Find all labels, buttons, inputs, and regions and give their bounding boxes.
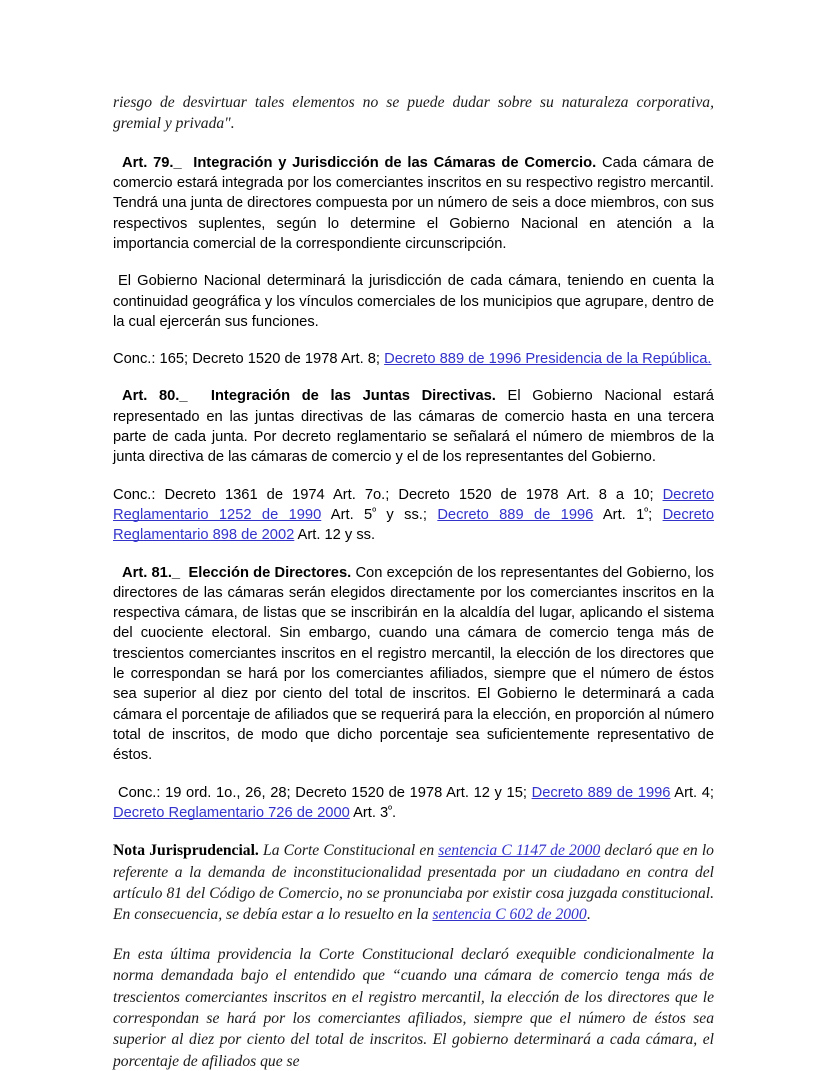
article-80-heading-space — [188, 388, 211, 404]
link-sentencia-c-602-2000[interactable]: sentencia C 602 de 2000 — [432, 906, 587, 924]
quote-intro-text: riesgo de desvirtuar tales elementos no se puede dudar sobre su naturaleza corporativa, gremial y privada". — [113, 94, 714, 133]
link-sentencia-c-1147-2000[interactable]: sentencia C 1147 de 2000 — [438, 842, 601, 860]
link-decreto-reglamentario-726-2000[interactable]: Decreto Reglamentario 726 de 2000 — [113, 804, 350, 821]
article-79-heading: Integración y Jurisdicción de las Cámaras de Comercio. — [193, 154, 597, 171]
concordance-80-part-2: Art. 5 — [321, 506, 373, 523]
article-79-paragraph-2-text: El Gobierno Nacional determinará la jurisdicción de cada cámara, teniendo en cuenta la continuidad geográfica y los vínculos comerciales de los municipios que agrupare, dentro de la cual ejercerán sus funciones. — [113, 273, 714, 330]
concordance-81 — [113, 783, 714, 824]
article-81-heading-space — [180, 565, 188, 581]
nota-part-3: . — [586, 906, 591, 924]
article-81 — [113, 563, 714, 766]
nota-jurisprudencial-heading: Nota Jurisprudencial. — [113, 842, 259, 860]
concordance-79-part-1: 165; Decreto 1520 de 1978 Art. 8; — [155, 351, 385, 368]
nota-part-1: La Corte Constitucional en — [258, 842, 439, 860]
paragraph-providencia — [113, 944, 714, 1071]
concordance-80-label: Conc.: — [113, 486, 156, 503]
article-80 — [113, 386, 714, 467]
concordance-80-ordinal-2: º — [372, 506, 377, 519]
article-79 — [113, 153, 714, 254]
concordance-81-part-1: 19 ord. 1o., 26, 28; Decreto 1520 de 1978 Art. 12 y 15; — [160, 784, 532, 801]
link-decreto-889-1996[interactable]: Decreto 889 de 1996 — [437, 506, 594, 523]
concordance-80-ordinal-3: º — [644, 506, 649, 519]
link-decreto-reglamentario-898-2002[interactable]: Decreto Reglamentario 898 de 2002 — [113, 506, 715, 544]
nota-jurisprudencial — [113, 840, 714, 926]
concordance-81-label: Conc.: — [118, 784, 161, 801]
link-decreto-889-1996-presidencia[interactable]: Decreto 889 de 1996 Presidencia de la República. — [384, 351, 712, 368]
concordance-79 — [113, 349, 714, 369]
article-80-number: Art. 80._ — [122, 388, 188, 405]
link-decreto-reglamentario-1252-1990[interactable]: Decreto Reglamentario 1252 de 1990 — [113, 486, 714, 523]
concordance-80-part-3: Art. 1 — [593, 506, 645, 523]
concordance-80-part-4: Art. 12 y ss. — [294, 527, 376, 544]
article-79-body: Cada cámara de comercio estará integrada por los comerciantes inscritos en su respectivo registro mercantil. Tendrá una junta de directores compuesta por un número de seis a doce miembros, con sus respectivos suplentes, según lo determine el Gobierno Nacional en atención a la importancia comercial de la correspondiente circunscripción. — [113, 154, 714, 252]
paragraph-quote-intro — [113, 92, 714, 135]
article-79-paragraph-2 — [113, 271, 714, 332]
concordance-81-ordinal-3: º — [388, 804, 393, 817]
concordance-80-part-1: Decreto 1361 de 1974 Art. 7o.; Decreto 1520 de 1978 Art. 8 a 10; — [155, 486, 663, 503]
concordance-80 — [113, 485, 714, 546]
article-80-body: El Gobierno Nacional estará representado en las juntas directivas de las cámaras de comercio hasta en una tercera parte de cada junta. Por decreto reglamentario se señalará el número de miembros de la junta directiva de las cámaras de comercio y el de los representantes del Gobierno. — [113, 388, 714, 466]
article-79-number: Art. 79._ — [122, 154, 182, 171]
concordance-81-part-2: Art. 4; — [670, 784, 715, 801]
page-text-column — [113, 92, 714, 1071]
article-80-spacer — [496, 388, 508, 404]
article-81-heading: Elección de Directores. — [188, 564, 352, 581]
concordance-81-part-3b: . — [392, 804, 397, 821]
article-80-heading: Integración de las Juntas Directivas. — [210, 388, 496, 405]
article-79-heading-space — [182, 155, 194, 171]
nota-part-2: declaró que en lo referente a la demanda de inconstitucionalidad presentada por un ciudadano en contra del artículo 81 del Código de Comercio, no se pronunciaba por existir cosa juzgada constitucional. En consecuencia, se debía estar a lo resuelto en la — [113, 842, 714, 924]
article-81-number: Art. 81._ — [122, 564, 181, 581]
concordance-80-part-2b: y ss.; — [376, 506, 438, 523]
concordance-80-part-3b: ; — [648, 506, 663, 523]
concordance-79-label: Conc.: — [113, 351, 156, 368]
article-81-body: Con excepción de los representantes del Gobierno, los directores de las cámaras serán elegidos directamente por los comerciantes inscritos en la respectiva cámara, de listas que se inscribirán en la alcaldía del lugar, aplicando el sistema del cuociente electoral. Sin embargo, cuando una cámara de comercio tenga más de trescientos comerciantes inscritos en el registro mercantil, la elección de los directores que le correspondan se hará por los comerciantes afiliados, siempre que el número de éstos sea superior al diez por ciento del total de inscritos. El Gobierno le determinará a cada cámara el porcentaje de afiliados que se requerirá para la elección, en proporción al número total de inscritos, de modo que dicho porcentaje sea suficientemente representativo de éstos. — [113, 564, 714, 764]
link-decreto-889-1996-art4[interactable]: Decreto 889 de 1996 — [531, 784, 671, 801]
concordance-81-part-3: Art. 3 — [349, 804, 389, 821]
providencia-text: En esta última providencia la Corte Constitucional declaró exequible condicionalmente la norma demandada bajo el entendido que “cuando una cámara de comercio tenga más de trescientos comerciantes inscritos en el registro mercantil, la elección de los directores que le correspondan se hará por los comerciantes afiliados, siempre que el número de éstos sea superior al diez por ciento del total de inscritos. El gobierno determinará a cada cámara, el porcentaje de afiliados que se — [113, 945, 714, 1070]
